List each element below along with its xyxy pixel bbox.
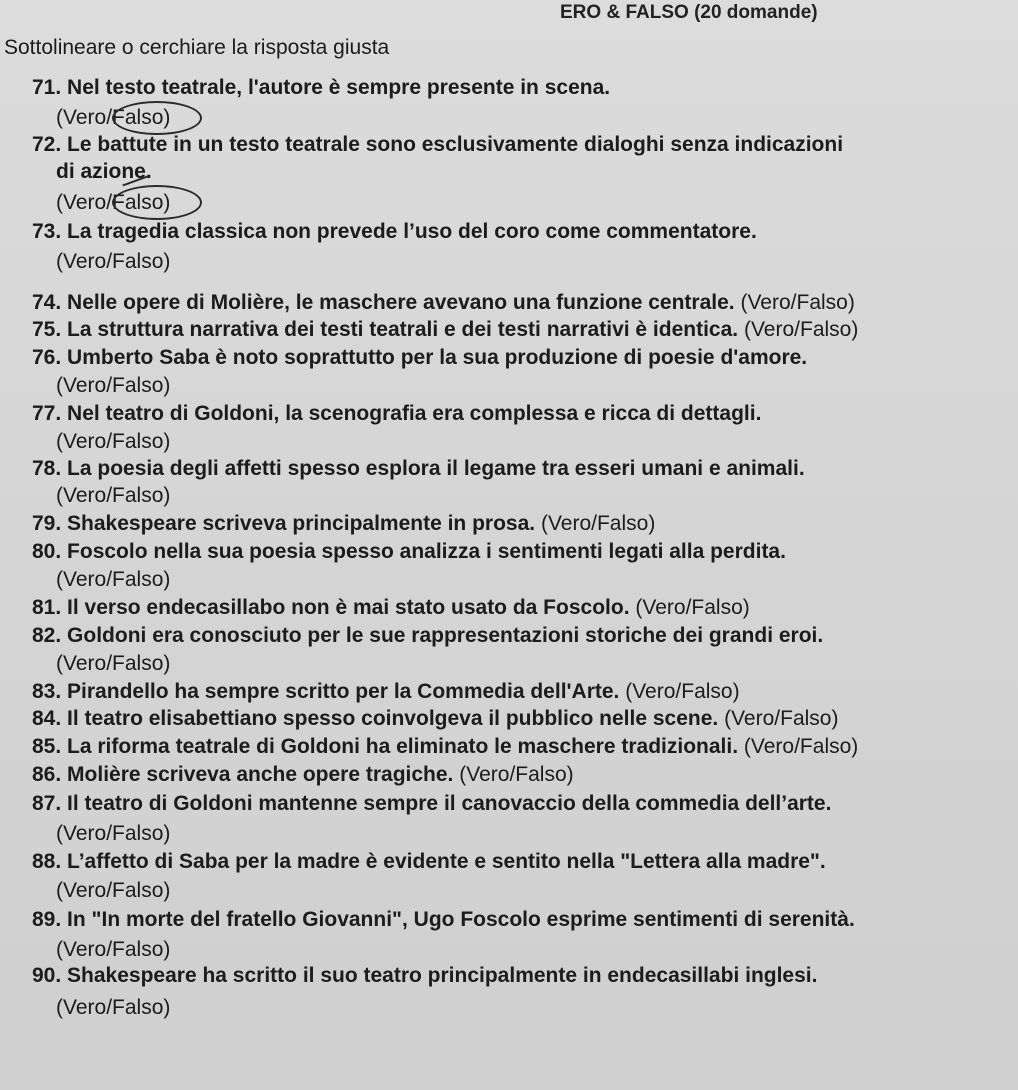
question-90-options[interactable]: (Vero/Falso) [56,996,171,1019]
question-text: Goldoni era conosciuto per le sue rappresentazioni storiche dei grandi eroi. [67,624,824,647]
question-90 [32,964,817,988]
question-number: 83. [32,680,62,703]
answer-options[interactable]: (Vero/Falso) [540,512,656,535]
question-text: Pirandello ha sempre scritto per la Commedia dell'Arte. [67,680,620,703]
question-text: Umberto Saba è noto soprattutto per la sua produzione di poesie d'amore. [67,346,808,369]
question-number: 74. [32,291,62,314]
question-72-options[interactable]: (Vero/Falso) [56,191,171,214]
question-71 [32,76,610,100]
question-87 [32,792,831,816]
question-text: Le battute in un testo teatrale sono esclusivamente dialoghi senza indicazioni [67,133,844,156]
section-header: ERO & FALSO (20 domande) [560,2,818,23]
question-76-options[interactable]: (Vero/Falso) [56,374,171,397]
question-77-options[interactable]: (Vero/Falso) [56,430,171,453]
question-number: 82. [32,624,62,647]
question-number: 88. [32,850,62,873]
question-number: 89. [32,908,62,931]
question-88-options[interactable]: (Vero/Falso) [56,879,171,902]
answer-options[interactable]: (Vero/Falso) [743,735,859,758]
question-80-options[interactable]: (Vero/Falso) [56,568,171,591]
question-83 [32,680,740,704]
question-76 [32,346,807,370]
question-77 [32,402,761,426]
instruction-text: Sottolineare o cerchiare la risposta giusta [4,36,390,59]
question-72 [32,133,843,157]
question-75 [32,318,858,342]
question-81 [32,596,750,620]
question-text: La riforma teatrale di Goldoni ha eliminato le maschere tradizionali. [67,735,739,758]
question-89 [32,908,855,932]
question-number: 81. [32,596,62,619]
answer-options[interactable]: (Vero/Falso) [740,291,855,314]
question-number: 73. [32,220,62,243]
question-78-options[interactable]: (Vero/Falso) [56,484,171,507]
question-89-options[interactable]: (Vero/Falso) [56,938,171,961]
question-number: 85. [32,735,62,758]
question-text: Nelle opere di Molière, le maschere avevano una funzione centrale. [67,291,735,314]
question-85 [32,735,858,759]
question-text: La struttura narrativa dei testi teatrali e dei testi narrativi è identica. [67,318,739,341]
question-number: 79. [32,512,62,535]
question-82-options[interactable]: (Vero/Falso) [56,652,171,675]
question-text: Nel teatro di Goldoni, la scenografia era complessa e ricca di dettagli. [67,402,762,425]
question-text: Shakespeare ha scritto il suo teatro principalmente in endecasillabi inglesi. [67,964,818,987]
question-text: In "In morte del fratello Giovanni", Ugo Foscolo esprime sentimenti di serenità. [67,908,855,931]
question-number: 77. [32,402,62,425]
question-71-options[interactable]: (Vero/Falso) [56,106,171,129]
question-73-options[interactable]: (Vero/Falso) [56,250,171,273]
question-text: Il verso endecasillabo non è mai stato usato da Foscolo. [67,596,630,619]
question-text: Molière scriveva anche opere tragiche. [67,763,454,786]
question-82 [32,624,823,648]
question-73 [32,220,757,244]
question-80 [32,540,786,564]
question-number: 84. [32,707,62,730]
question-text: Foscolo nella sua poesia spesso analizza i sentimenti legati alla perdita. [67,540,786,563]
answer-options[interactable]: (Vero/Falso) [459,763,574,786]
question-text: La poesia degli affetti spesso esplora il legame tra esseri umani e animali. [67,457,805,480]
question-number: 76. [32,346,62,369]
question-text: Il teatro di Goldoni mantenne sempre il canovaccio della commedia dell’arte. [67,792,832,815]
answer-options[interactable]: (Vero/Falso) [625,680,740,703]
question-79 [32,512,655,536]
question-number: 86. [32,763,62,786]
question-86 [32,763,574,787]
question-72-text-continued: di azione. [56,160,152,183]
question-number: 87. [32,792,62,815]
question-number: 78. [32,457,62,480]
question-84 [32,707,838,731]
question-74 [32,291,855,315]
question-number: 71. [32,76,62,99]
question-number: 72. [32,133,62,156]
answer-options[interactable]: (Vero/Falso) [743,318,859,341]
question-number: 80. [32,540,62,563]
question-88 [32,850,826,874]
question-text: L’affetto di Saba per la madre è evidente e sentito nella "Lettera alla madre". [67,850,826,873]
question-number: 75. [32,318,62,341]
answer-options[interactable]: (Vero/Falso) [635,596,750,619]
question-text: La tragedia classica non prevede l’uso del coro come commentatore. [67,220,757,243]
question-87-options[interactable]: (Vero/Falso) [56,822,171,845]
answer-options[interactable]: (Vero/Falso) [724,707,839,730]
question-78 [32,457,805,481]
question-text: Shakespeare scriveva principalmente in prosa. [67,512,536,535]
question-number: 90. [32,964,62,987]
question-text: Nel testo teatrale, l'autore è sempre presente in scena. [67,76,611,99]
question-text: Il teatro elisabettiano spesso coinvolgeva il pubblico nelle scene. [67,707,719,730]
